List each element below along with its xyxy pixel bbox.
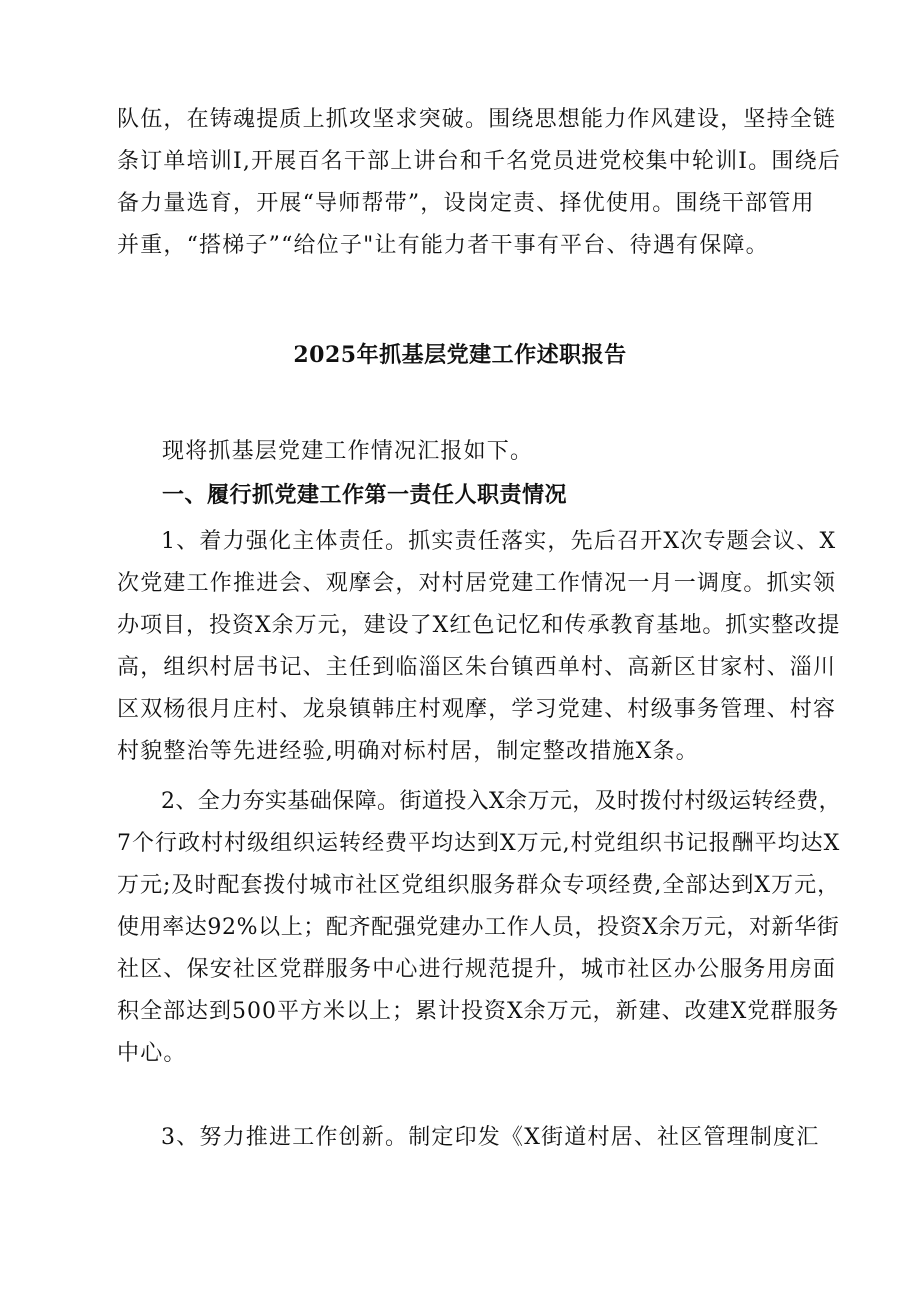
item-3-paragraph [117,1117,839,1159]
paragraph-line: 2、全力夯实基础保障。街道投入X余万元，及时拨付村级运转经费， [161,789,842,814]
paragraph-line: 高，组织村居书记、主任到临淄区朱台镇西单村、高新区甘家村、淄川 [117,655,837,680]
paragraph-line: 社区、保安社区党群服务中心进行规范提升，城市社区办公服务用房面 [117,957,837,982]
paragraph-line: 7个行政村村级组织运转经费平均达到X万元,村党组织书记报酬平均达X [117,831,841,856]
paragraph-line: 条订单培训I,开展百名干部上讲台和千名党员进党校集中轮训I。围绕后 [117,149,841,174]
report-title: 2025年抓基层党建工作述职报告 [293,342,627,368]
paragraph-line: 使用率达92%以上；配齐配强党建办工作人员，投资X余万元，对新华街 [117,915,840,940]
item-1-paragraph [117,521,839,773]
paragraph-line: 1、着力强化主体责任。抓实责任落实，先后召开X次专题会议、X [161,529,837,554]
paragraph-line: 队伍，在铸魂提质上抓攻坚求突破。围绕思想能力作风建设，坚持全链 [117,107,837,132]
section-heading: 一、履行抓党建工作第一责任人职责情况 [162,483,568,508]
paragraph-line: 万元;及时配套拨付城市社区党组织服务群众专项经费,全部达到X万元， [117,873,841,898]
item-2-paragraph [117,781,842,1075]
paragraph-line: 并重，“搭梯子”“给位子"让有能力者干事有平台、待遇有保障。 [117,233,769,258]
paragraph-line: 中心。 [117,1041,187,1066]
intro-sentence: 现将抓基层党建工作情况汇报如下。 [162,439,534,464]
paragraph-line: 3、努力推进工作创新。制定印发《X街道村居、社区管理制度汇 [161,1125,820,1150]
paragraph-line: 备力量选育，开展“导师帮带”，设岗定责、择优使用。围绕干部管用 [117,191,815,216]
paragraph-line: 次党建工作推进会、观摩会，对村居党建工作情况一月一调度。抓实领 [117,571,837,596]
top-paragraph [117,99,839,267]
paragraph-line: 积全部达到500平方米以上；累计投资X余万元，新建、改建X党群服务 [117,999,840,1024]
paragraph-line: 区双杨很月庄村、龙泉镇韩庄村观摩，学习党建、村级事务管理、村容 [117,697,837,722]
paragraph-line: 村貌整治等先进经验,明确对标村居，制定整改措施X条。 [117,739,699,764]
paragraph-line: 办项目，投资X余万元，建设了X红色记忆和传承教育基地。抓实整改提 [117,613,841,638]
